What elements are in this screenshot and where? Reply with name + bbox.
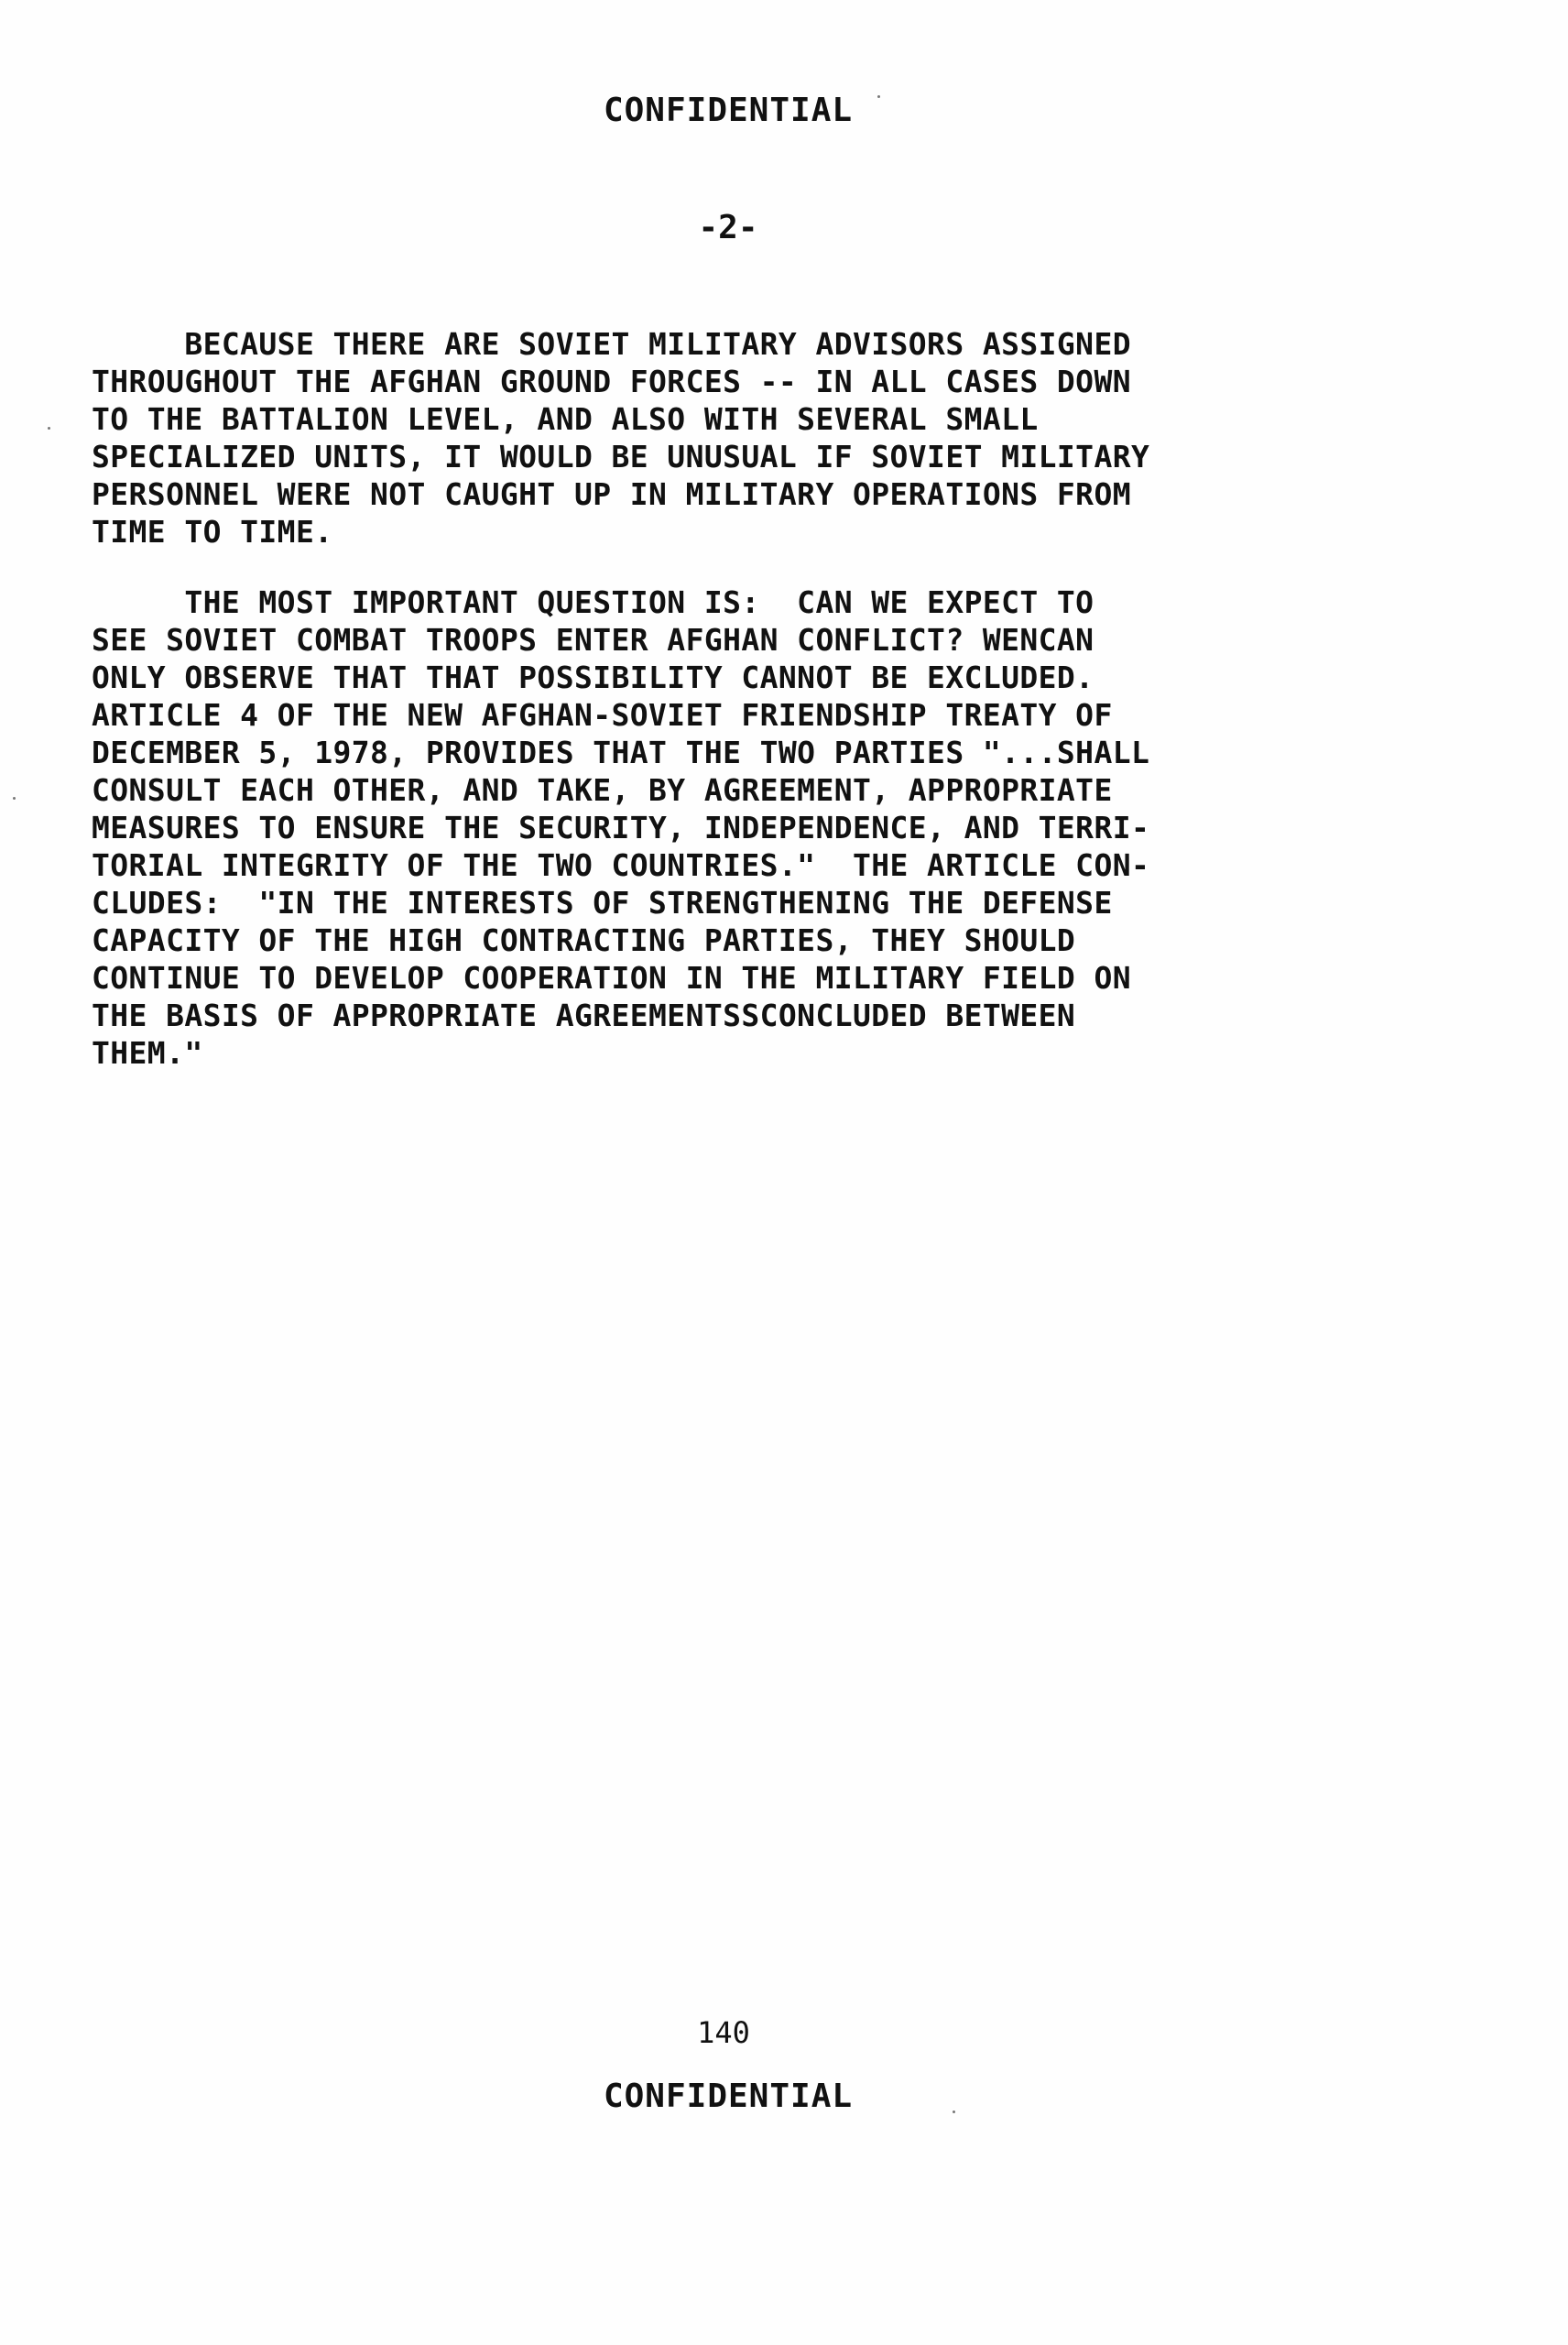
text-line: MEASURES TO ENSURE THE SECURITY, INDEPENDENCE, AND TERRI- xyxy=(92,810,1150,845)
scan-speck xyxy=(953,2110,955,2113)
page-number-marker: -2- xyxy=(698,209,758,246)
text-line: THE BASIS OF APPROPRIATE AGREEMENTSSCONCLUDED BETWEEN xyxy=(92,998,1076,1033)
text-line: DECEMBER 5, 1978, PROVIDES THAT THE TWO PARTIES "...SHALL xyxy=(92,735,1150,770)
text-line: ONLY OBSERVE THAT THAT POSSIBILITY CANNOT BE EXCLUDED. xyxy=(92,660,1094,695)
text-line: BECAUSE THERE ARE SOVIET MILITARY ADVISORS ASSIGNED xyxy=(92,326,1131,362)
text-line: SPECIALIZED UNITS, IT WOULD BE UNUSUAL IF SOVIET MILITARY xyxy=(92,439,1150,474)
top-classification-marking: CONFIDENTIAL xyxy=(603,92,854,129)
text-line: SEE SOVIET COMBAT TROOPS ENTER AFGHAN CONFLICT? WENCAN xyxy=(92,622,1094,658)
paragraph-soviet-advisors xyxy=(92,325,1383,551)
text-line: THEM." xyxy=(92,1035,203,1071)
document-number: 140 xyxy=(697,2015,750,2050)
text-line: THE MOST IMPORTANT QUESTION IS: CAN WE EXPECT TO xyxy=(92,584,1094,620)
bottom-classification-marking: CONFIDENTIAL xyxy=(603,2078,854,2115)
text-line: TIME TO TIME. xyxy=(92,514,333,550)
text-line: CLUDES: "IN THE INTERESTS OF STRENGTHENING THE DEFENSE xyxy=(92,885,1113,921)
scan-speck xyxy=(13,797,16,800)
text-line: PERSONNEL WERE NOT CAUGHT UP IN MILITARY OPERATIONS FROM xyxy=(92,476,1131,512)
scan-speck xyxy=(877,95,880,98)
text-line: TORIAL INTEGRITY OF THE TWO COUNTRIES." THE ARTICLE CON- xyxy=(92,847,1150,883)
text-line: THROUGHOUT THE AFGHAN GROUND FORCES -- IN ALL CASES DOWN xyxy=(92,364,1131,399)
text-line: ARTICLE 4 OF THE NEW AFGHAN-SOVIET FRIENDSHIP TREATY OF xyxy=(92,697,1113,733)
text-line: TO THE BATTALION LEVEL, AND ALSO WITH SEVERAL SMALL xyxy=(92,401,1039,437)
text-line: CAPACITY OF THE HIGH CONTRACTING PARTIES, THEY SHOULD xyxy=(92,922,1076,958)
text-line: CONTINUE TO DEVELOP COOPERATION IN THE MILITARY FIELD ON xyxy=(92,960,1131,996)
text-line: CONSULT EACH OTHER, AND TAKE, BY AGREEMENT, APPROPRIATE xyxy=(92,772,1113,808)
document-body xyxy=(92,325,1383,1105)
scan-speck xyxy=(48,427,50,430)
paragraph-combat-troops-question xyxy=(92,584,1383,1072)
